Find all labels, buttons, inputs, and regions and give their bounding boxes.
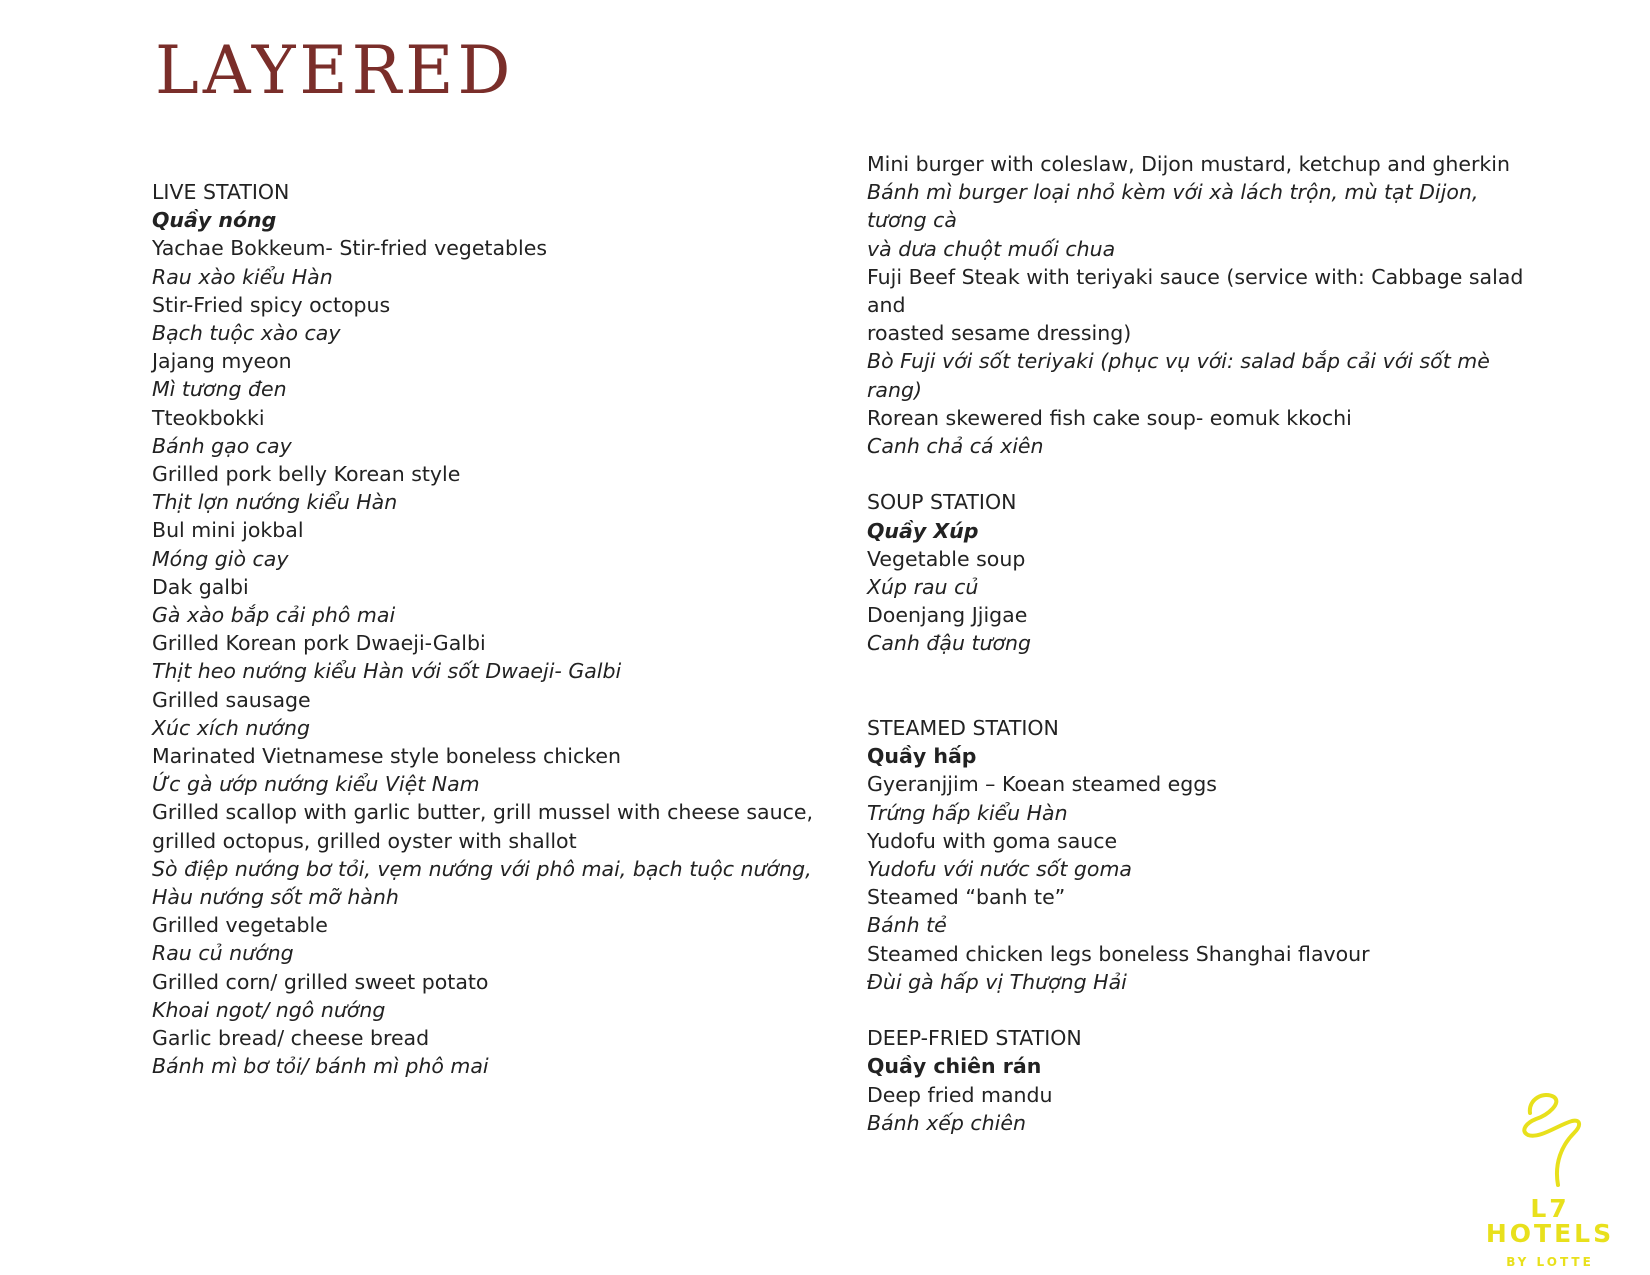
menu-item: Steamed “banh te” xyxy=(867,885,1066,910)
menu-item: Garlic bread/ cheese bread xyxy=(152,1026,430,1051)
menu-item: Grilled scallop with garlic butter, grill mussel with cheese sauce, xyxy=(152,800,813,825)
menu-item: Fuji Beef Steak with teriyaki sauce (service with: Cabbage salad and xyxy=(867,264,1524,318)
menu-item-translation: Mì tương đen xyxy=(152,377,287,402)
menu-item: Rorean skewered fish cake soup- eomuk kkochi xyxy=(867,405,1352,430)
menu-item-translation: Khoai ngot/ ngô nướng xyxy=(152,997,386,1022)
left-menu-column xyxy=(152,178,852,1081)
hotel-name: L7 HOTELS xyxy=(1485,1194,1615,1248)
section-subheading-steamed-station: Quầy hấp xyxy=(867,744,977,769)
menu-item: Yudofu with goma sauce xyxy=(867,828,1118,853)
menu-item: Dak galbi xyxy=(152,574,249,599)
menu-item: Grilled pork belly Korean style xyxy=(152,462,461,487)
menu-item: Doenjang Jjigae xyxy=(867,603,1028,628)
menu-item-translation: Sò điệp nướng bơ tỏi, vẹm nướng với phô mai, bạch tuộc nướng, xyxy=(152,856,812,881)
spacer xyxy=(867,996,1527,1024)
menu-item-translation: Rau củ nướng xyxy=(152,941,294,966)
menu-item-translation: Xúc xích nướng xyxy=(152,715,310,740)
menu-item-translation: Thịt heo nướng kiểu Hàn với sốt Dwaeji- Galbi xyxy=(152,659,622,684)
section-subheading-deep-fried-station: Quầy chiên rán xyxy=(867,1054,1042,1079)
menu-item-translation: Thịt lợn nướng kiểu Hàn xyxy=(152,490,398,515)
menu-item-translation: Ức gà ướp nướng kiểu Việt Nam xyxy=(152,772,480,797)
l7-script-mark-icon xyxy=(1510,1085,1590,1190)
menu-item-translation: Yudofu với nước sốt goma xyxy=(867,857,1132,882)
menu-item-translation: Bánh mì burger loại nhỏ kèm với xà lách trộn, mù tạt Dijon, tương cà xyxy=(867,180,1479,233)
menu-item-translation: Canh chả cá xiên xyxy=(867,434,1044,459)
menu-item-translation: Trứng hấp kiểu Hàn xyxy=(867,800,1068,825)
menu-item-translation: Bánh tẻ xyxy=(867,913,947,938)
menu-item-translation: Đùi gà hấp vị Thượng Hải xyxy=(867,969,1127,994)
menu-item-translation: Bánh xếp chiên xyxy=(867,1110,1026,1135)
menu-item: Yachae Bokkeum- Stir-fried vegetables xyxy=(152,236,548,261)
brand-logo: LAYERED xyxy=(155,32,515,109)
menu-item: Stir-Fried spicy octopus xyxy=(152,292,391,317)
l7-hotels-logo xyxy=(1465,1085,1635,1269)
section-heading-soup-station: SOUP STATION xyxy=(867,490,1017,515)
section-heading-steamed-station: STEAMED STATION xyxy=(867,716,1059,741)
menu-item-translation: Xúp rau củ xyxy=(867,575,979,600)
hotel-subtitle: BY LOTTE xyxy=(1506,1255,1594,1269)
menu-item: roasted sesame dressing) xyxy=(867,321,1132,346)
menu-item: Marinated Vietnamese style boneless chicken xyxy=(152,744,621,769)
menu-item: Mini burger with coleslaw, Dijon mustard, ketchup and gherkin xyxy=(867,152,1510,176)
menu-item-translation: Gà xào bắp cải phô mai xyxy=(152,603,396,628)
menu-item: Jajang myeon xyxy=(152,349,292,374)
menu-item: Grilled corn/ grilled sweet potato xyxy=(152,969,489,994)
menu-item: Tteokbokki xyxy=(152,405,265,430)
menu-item: Gyeranjjim – Koean steamed eggs xyxy=(867,772,1217,797)
menu-item-translation: Rau xào kiểu Hàn xyxy=(152,264,333,289)
menu-item: grilled octopus, grilled oyster with shallot xyxy=(152,828,577,853)
section-heading-live-station: LIVE STATION xyxy=(152,180,290,204)
menu-item: Grilled vegetable xyxy=(152,913,328,938)
menu-item-translation: Hàu nướng sốt mỡ hành xyxy=(152,885,399,910)
menu-item-translation: Móng giò cay xyxy=(152,546,289,571)
spacer xyxy=(867,658,1527,714)
menu-item: Deep fried mandu xyxy=(867,1082,1053,1107)
section-subheading-soup-station: Quầy Xúp xyxy=(867,518,979,543)
section-heading-deep-fried-station: DEEP-FRIED STATION xyxy=(867,1026,1082,1051)
menu-item-translation: Bò Fuji với sốt teriyaki (phục vụ với: salad bắp cải với sốt mè rang) xyxy=(867,349,1490,402)
menu-item-translation: Bánh gạo cay xyxy=(152,433,292,458)
right-menu-column xyxy=(867,150,1527,1137)
menu-item: Grilled sausage xyxy=(152,687,311,712)
section-subheading-live-station: Quầy nóng xyxy=(152,208,277,233)
menu-item: Vegetable soup xyxy=(867,546,1026,571)
menu-item: Steamed chicken legs boneless Shanghai flavour xyxy=(867,941,1370,966)
menu-item-translation: Bạch tuộc xào cay xyxy=(152,321,341,346)
spacer xyxy=(867,460,1527,488)
menu-item: Bul mini jokbal xyxy=(152,518,304,543)
menu-item: Grilled Korean pork Dwaeji-Galbi xyxy=(152,631,486,656)
menu-item-translation: Canh đậu tương xyxy=(867,631,1032,656)
menu-item-translation: Bánh mì bơ tỏi/ bánh mì phô mai xyxy=(152,1054,489,1079)
menu-item-translation: và dưa chuột muối chua xyxy=(867,236,1116,261)
